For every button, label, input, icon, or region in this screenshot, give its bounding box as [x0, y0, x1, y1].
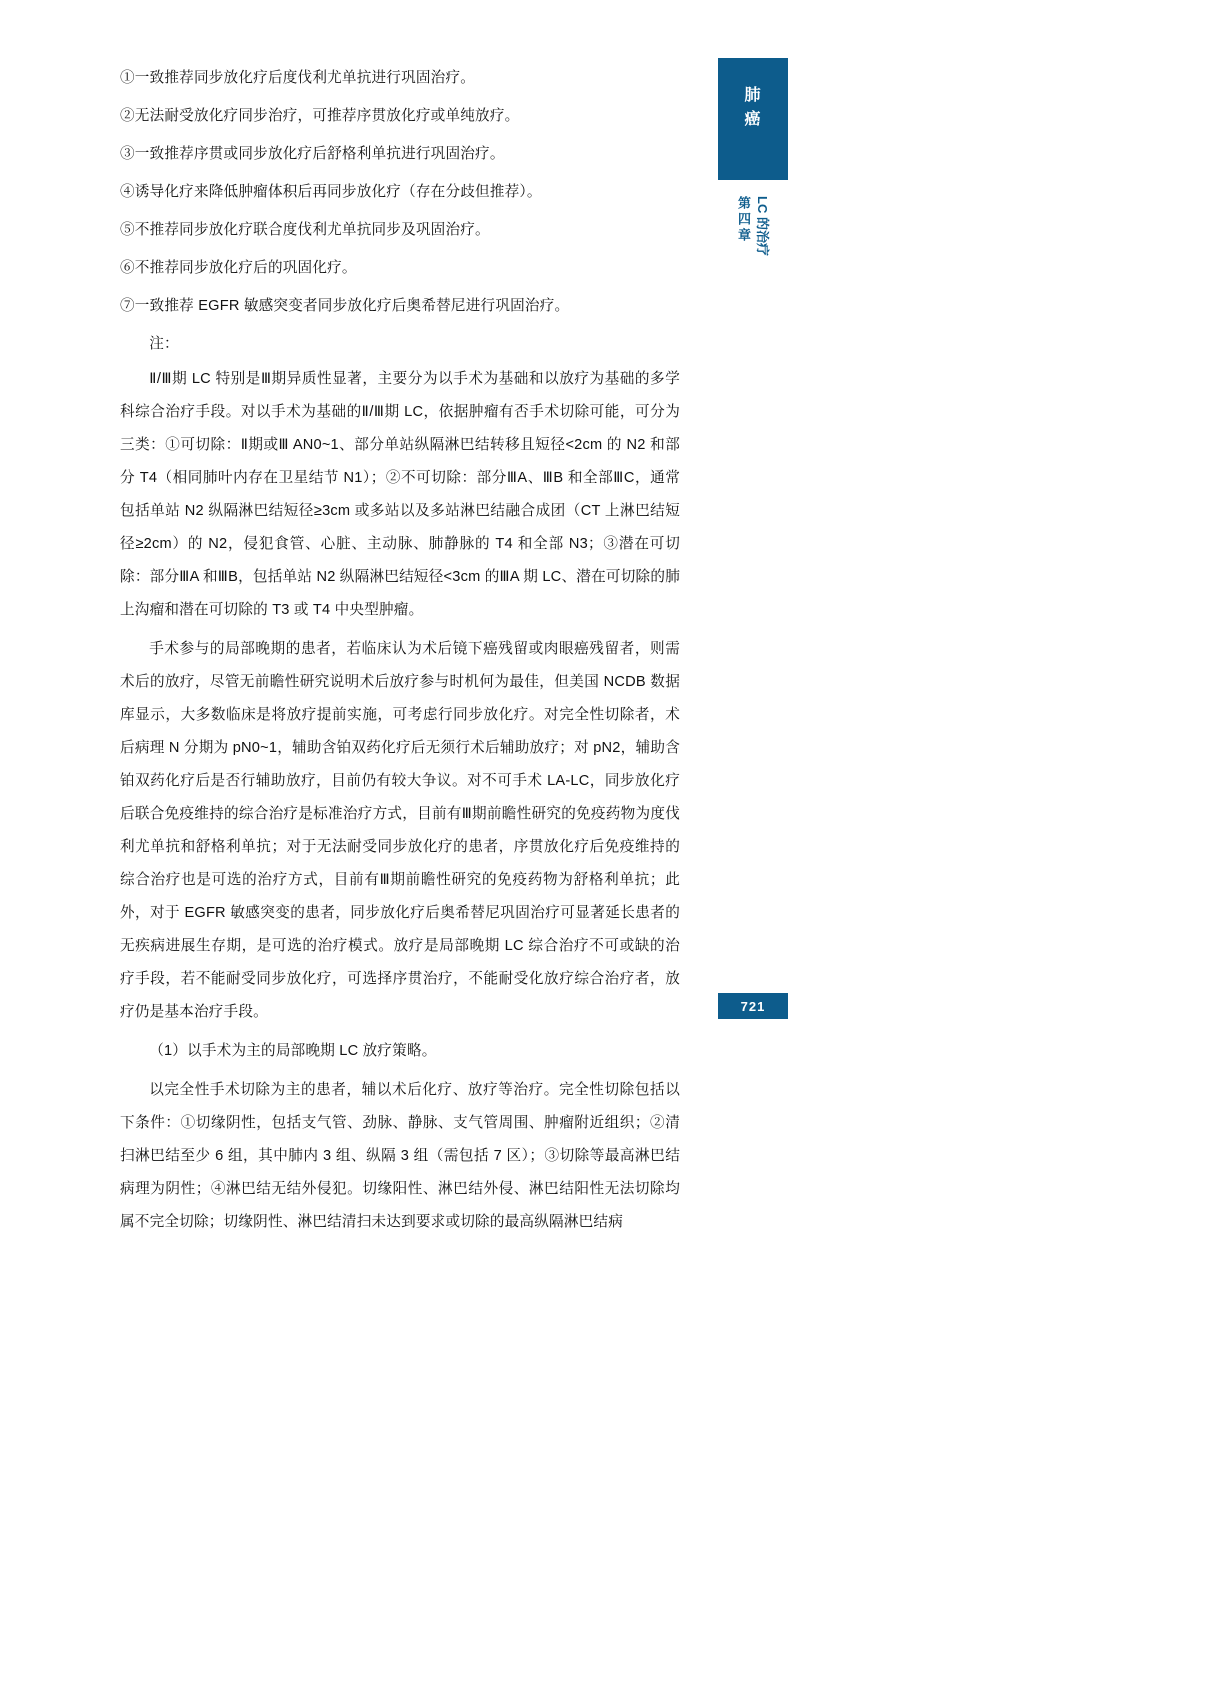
list-item: ⑤不推荐同步放化疗联合度伐利尤单抗同步及巩固治疗。 [120, 222, 490, 238]
body-paragraph: Ⅱ/Ⅲ期 LC 特别是Ⅲ期异质性显著，主要分为以手术为基础和以放疗为基础的多学科综合治疗手段。对以手术为基础的Ⅱ/Ⅲ期 LC，依据肿瘤有否手术切除可能，可分为三类：①可切除：Ⅱ期或Ⅲ AN0~1、部分单站纵隔淋巴结转移且短径<2cm 的 N2 和部分 T4（相同肺叶内存在卫星结节 N1）；②不可切除：部分ⅢA、ⅢB 和全部ⅢC，通常包括单站 N2 纵隔淋巴结短径≥3cm 或多站以及多站淋巴结融合成团（CT 上淋巴结短径≥2cm）的 N2，侵犯食管、心脏、主动脉、肺静脉的 T4 和全部 N3；③潜在可切除：部分ⅢA 和ⅢB，包括单站 N2 纵隔淋巴结短径<3cm 的ⅢA 期 LC、潜在可切除的肺上沟瘤和潜在可切除的 T3 或 T4 中央型肿瘤。 [120, 371, 680, 618]
list-item: ③一致推荐序贯或同步放化疗后舒格利单抗进行巩固治疗。 [120, 146, 505, 162]
chapter-vertical-title [718, 196, 788, 356]
list-item: ②无法耐受放化疗同步治疗，可推荐序贯放化疗或单纯放疗。 [120, 108, 520, 124]
list-item: ④诱导化疗来降低肿瘤体积后再同步放化疗（存在分歧但推荐）。 [120, 184, 542, 200]
list-item: ①一致推荐同步放化疗后度伐利尤单抗进行巩固治疗。 [120, 70, 476, 86]
chapter-marker-tab [718, 58, 788, 180]
page-content [120, 62, 680, 1245]
list-item: ⑥不推荐同步放化疗后的巩固化疗。 [120, 260, 357, 276]
chapter-marker-label [718, 84, 788, 132]
page-number: 721 [718, 993, 788, 1019]
chapter-subtitle-text: LC 的治疗 [755, 196, 770, 256]
chapter-marker-label-line1: 肺 [744, 87, 762, 104]
chapter-marker-label-line2: 癌 [744, 111, 762, 128]
chapter-number-text: 第四章 [736, 196, 751, 244]
note-label: 注： [149, 336, 179, 352]
body-paragraph: 手术参与的局部晚期的患者，若临床认为术后镜下癌残留或肉眼癌残留者，则需术后的放疗，尽管无前瞻性研究说明术后放疗参与时机何为最佳，但美国 NCDB 数据库显示，大多数临床是将放疗提前实施，可考虑行同步放化疗。对完全性切除者，术后病理 N 分期为 pN0~1，辅助含铂双药化疗后无须行术后辅助放疗；对 pN2，辅助含铂双药化疗后是否行辅助放疗，目前仍有较大争议。对不可手术 LA-LC，同步放化疗后联合免疫维持的综合治疗是标准治疗方式，目前有Ⅲ期前瞻性研究的免疫药物为度伐利尤单抗和舒格利单抗；对于无法耐受同步放化疗的患者，序贯放化疗后免疫维持的综合治疗也是可选的治疗方式，目前有Ⅲ期前瞻性研究的免疫药物为舒格利单抗；此外，对于 EGFR 敏感突变的患者，同步放化疗后奥希替尼巩固治疗可显著延长患者的无疾病进展生存期，是可选的治疗模式。放疗是局部晚期 LC 综合治疗不可或缺的治疗手段，若不能耐受同步放化疗，可选择序贯治疗，不能耐受化放疗综合治疗者，放疗仍是基本治疗手段。 [120, 641, 680, 1020]
body-subheading: （1）以手术为主的局部晚期 LC 放疗策略。 [149, 1043, 437, 1059]
list-item: ⑦一致推荐 EGFR 敏感突变者同步放化疗后奥希替尼进行巩固治疗。 [120, 298, 570, 314]
body-paragraph: 以完全性手术切除为主的患者，辅以术后化疗、放疗等治疗。完全性切除包括以下条件：①切缘阴性，包括支气管、劲脉、静脉、支气管周围、肿瘤附近组织；②清扫淋巴结至少 6 组，其中肺内 3 组、纵隔 3 组（需包括 7 区）；③切除等最高淋巴结病理为阴性；④淋巴结无结外侵犯。切缘阳性、淋巴结外侵、淋巴结阳性无法切除均属不完全切除；切缘阴性、淋巴结清扫未达到要求或切除的最高纵隔淋巴结病 [120, 1082, 680, 1230]
